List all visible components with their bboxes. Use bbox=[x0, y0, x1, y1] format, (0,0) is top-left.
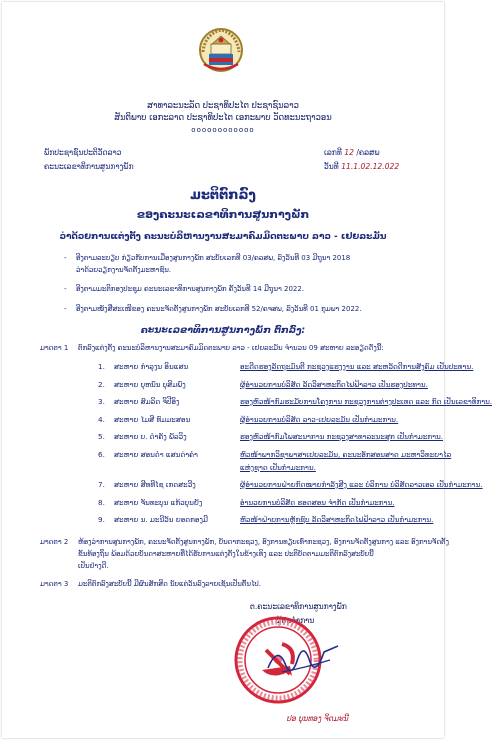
doc-date-value: 11.1.02.12.022 bbox=[341, 162, 400, 171]
decree-page bbox=[2, 2, 492, 738]
member-list bbox=[2, 360, 492, 536]
member-number: 8. bbox=[98, 497, 105, 507]
doc-number-value: 12 bbox=[344, 148, 354, 157]
article-3-text: ມະຕິຕົກລົງສະບັບນີ້ ມີຜົນສັກສິດ ນັບແຕ່ວັນລົງລາຍເຊັນເປັນຕົ້ນໄປ. bbox=[78, 580, 261, 588]
member-role: ຫົວໜ້າຝ່າຍການຫຼັກຊົບ ລັດວິສາຫະກິດໄຟຟ້າລາວ ເປັນກຳມະການ. bbox=[240, 515, 434, 524]
decree-subtitle: ຂອງຄະນະເລຂາທິການສູນກາງພັກ bbox=[136, 208, 310, 221]
member-name: ສະຫາຍ ສົມລິດ ຈິປີອິງ bbox=[114, 397, 180, 406]
member-number: 3. bbox=[98, 397, 105, 406]
country-line-1: ສາທາລະນະລັດ ປະຊາທິປະໄຕ ປະຊາຊົນລາວ bbox=[147, 100, 299, 110]
reference-bullet-2: - bbox=[64, 285, 67, 293]
member-name: ສະຫາຍ ຈັນທະບຸນ ແກ້ວບຸນຍັງ bbox=[114, 497, 203, 507]
member-role: ຫົວໜ້າພາກວິຊາພາສາເຢຍລະມັນ, ຄະນະອັກສອນສາດ ມະຫາວິທະຍາໄລ bbox=[240, 449, 452, 459]
doc-date bbox=[324, 162, 399, 172]
reference-bullet-1: - bbox=[64, 254, 67, 262]
ornament-line: ᴏᴏᴏᴏᴏᴏᴏᴏᴏᴏᴏᴏ bbox=[191, 126, 255, 134]
article-2-line-3: ເປັນຢ່າງດີ. bbox=[78, 562, 109, 570]
member-number: 5. bbox=[98, 432, 105, 441]
member-name: ສະຫາຍ ນ. ມະນີວັນ ຍອດກອງມີ bbox=[114, 515, 208, 524]
member-row bbox=[2, 360, 474, 374]
member-role: ຜູ້ອຳນວຍການບໍລິສັດ ລັດວິສາຫະກິດໄຟຟ້າລາວ ເປັນຮອງປະທານ. bbox=[240, 379, 428, 389]
member-name: ສະຫາຍ ສອນດຳ ແສນດ່າຄຳ bbox=[114, 449, 198, 459]
article-3-label: ມາດຕາ 3 bbox=[40, 580, 69, 588]
member-row bbox=[2, 448, 452, 462]
member-number: 1. bbox=[98, 362, 105, 371]
member-number: 6. bbox=[98, 449, 105, 459]
member-role: ຜູ້ອຳນວຍການຝ່າຍກົດໝາຍກຳລັງສີງ ແລະ ບໍລິການ ບໍລິສັດລາວເອລ ເປັນກຳມະການ. bbox=[240, 480, 483, 489]
member-row bbox=[2, 496, 444, 510]
member-number: 2. bbox=[98, 379, 105, 389]
reference-1-cont: ວ່າດ້ວຍວຽກງານຈັດຕັ້ງມະຫາຊົນ. bbox=[76, 266, 172, 274]
party-name: ພັກປະຊາຊົນປະຕິວັດລາວ bbox=[44, 148, 122, 157]
signature-position: ຜູ້ປະຈຳການ bbox=[276, 616, 315, 625]
reference-bullet-3: - bbox=[64, 305, 67, 313]
doc-date-label: ວັນທີ bbox=[324, 162, 339, 171]
reference-2: ອີງຕາມມະຕິກອງປະຊຸມ ຄະນະເລຂາທິການສູນກາງພັກ ຄັ້ງວັນທີ 14 ມີຖຸນາ 2022. bbox=[76, 285, 305, 293]
member-name: ສະຫາຍ ບຸຫນົນ ບຸສິມພົງ bbox=[114, 379, 186, 389]
article-2-line-2: ຂັ້ນທ້ອງຖິ່ນ ພ້ອມດ້ວຍບັນດາສະຫາຍທີ່ໄດ້ຮັບການແຕ່ງຕັ້ງໃນຂ້າງເທິງ ແລະ ປະຕິບັດຕາມມະຕິຕົກລົງສະບັບນີ້ bbox=[78, 550, 374, 558]
member-row bbox=[2, 378, 444, 392]
member-number: 9. bbox=[98, 515, 105, 524]
member-role: ຮອງຫົວໜ້າກົມຮະມັບການໂຄງການ ກະຊວງການຕ່າງປະເທດ ແລະ ກົດ ເປັນເລຂາທິການ. bbox=[240, 397, 492, 406]
article-2-line-1: ຫ້ອງວ່າການສູນກາງພັກ, ຄະນະຈັດຕັ້ງສູນກາງພັກ, ບັນດາກະຊວງ, ອົງການທຽບເທົ່າກະຊວງ, ອົງການຈັດຕັ້ງສູນກາງ ແລະ ອົງການຈັດຕັ້ງ bbox=[78, 538, 449, 546]
member-number: 7. bbox=[98, 480, 105, 489]
member-name: ສະຫາຍ ບ. ດຳຄັງ ພັລວິງ bbox=[114, 432, 187, 441]
committee-name: ຄະນະເລຂາທິການສູນກາງພັກ bbox=[44, 162, 134, 171]
handwritten-signature bbox=[264, 638, 344, 682]
country-line-2: ສັນຕິພາບ ເອກະລາດ ປະຊາທິປະໄຕ ເອກະພາບ ວັດທະນະຖາວອນ bbox=[114, 112, 332, 122]
member-row bbox=[2, 478, 483, 492]
signer-name: ປອ ບຸນທອງ ຈິດມະນີ bbox=[287, 714, 349, 723]
member-role: ຮອງຫົວໜ້າກົມໂພສະນາການ ກະຊວງສາທາລະນະສຸກ ເປັນກຳມະການ. bbox=[240, 432, 444, 441]
member-row bbox=[2, 513, 444, 527]
doc-number-suffix: /ຄລສພ bbox=[356, 148, 380, 157]
member-role: ຜູ້ອຳນວຍການບໍລິສັດ ລາວ-ເຢຍລະມັນ ເປັນກຳມະການ. bbox=[240, 414, 399, 424]
decree-title: ມະຕິຕົກລົງ bbox=[190, 188, 256, 203]
member-name: ສະຫາຍ ສີທທີໄຊ ເກດສະວີງ bbox=[114, 480, 196, 489]
member-role: ອຳນວຍການບໍລິສັດ ຮອດສອນ ຈຳກັດ ເປັນກຳມະການ. bbox=[240, 497, 395, 507]
article-2-label: ມາດຕາ 2 bbox=[40, 538, 69, 546]
article-1-label: ມາດຕາ 1 bbox=[40, 344, 69, 352]
member-number: 4. bbox=[98, 414, 105, 424]
doc-number-label: ເລກທີ bbox=[324, 148, 342, 157]
member-row bbox=[2, 413, 444, 427]
member-row bbox=[2, 430, 444, 444]
reference-1: ອີງຕາມລະບຽບ ກ່ຽວກັບການເມືອງສູນກາງພັກ ສະບັບເລກທີ 03/ຄລສພ, ລົງວັນທີ 03 ມີຖຸນາ 2018 bbox=[76, 254, 351, 262]
signature-on-behalf: ຕ.ຄະນະເລຂາທິການສູນກາງພັກ bbox=[250, 602, 347, 611]
national-emblem-icon bbox=[198, 26, 244, 74]
member-row bbox=[2, 395, 492, 409]
member-name: ສະຫາຍ ໄມສີ ທົມມະສອນ bbox=[114, 414, 191, 424]
decree-subject: ວ່າດ້ວຍການແຕ່ງຕັ້ງ ຄະນະບໍລິຫານງານສະມາຄົມມິດຕະພາບ ລາວ - ເຢຍລະມັນ bbox=[59, 232, 387, 242]
member-role: ແຫ່ງຊາດ ເປັນກຳມະການ. bbox=[240, 462, 316, 472]
doc-number bbox=[324, 148, 380, 158]
member-role: ອະດີດຮອງລັດຖະມົນຕີ ກະຊວງແຮງງານ ແລະ ສະຫວັດດີການສັງຄົມ ເປັນປະທານ. bbox=[240, 362, 474, 371]
reference-3: ອີງຕາມໜັງສືສະເໜີຂອງ ຄະນະຈັດຕັ້ງສູນກາງພັກ ສະບັບເລກທີ 52/ຄຈສພ, ລົງວັນທີ 01 ກຸມພາ 2022. bbox=[76, 305, 362, 313]
article-1-text: ຕົກລົງແຕ່ງຕັ້ງ ຄະນະບໍລິຫານງານສະມາຄົມມິດຕະພາບ ລາວ - ເຢຍລະມັນ ຈຳນວນ 09 ສະຫາຍ ລະອຽດດັ່ງນີ້: bbox=[78, 344, 384, 352]
member-name: ສະຫາຍ ກຳລຸງນ ອິນແສນ bbox=[114, 362, 189, 371]
member-row bbox=[2, 461, 444, 475]
decides-heading: ຄະນະເລຂາທິການສູນກາງພັກ ຕົກລົງ: bbox=[140, 325, 306, 336]
